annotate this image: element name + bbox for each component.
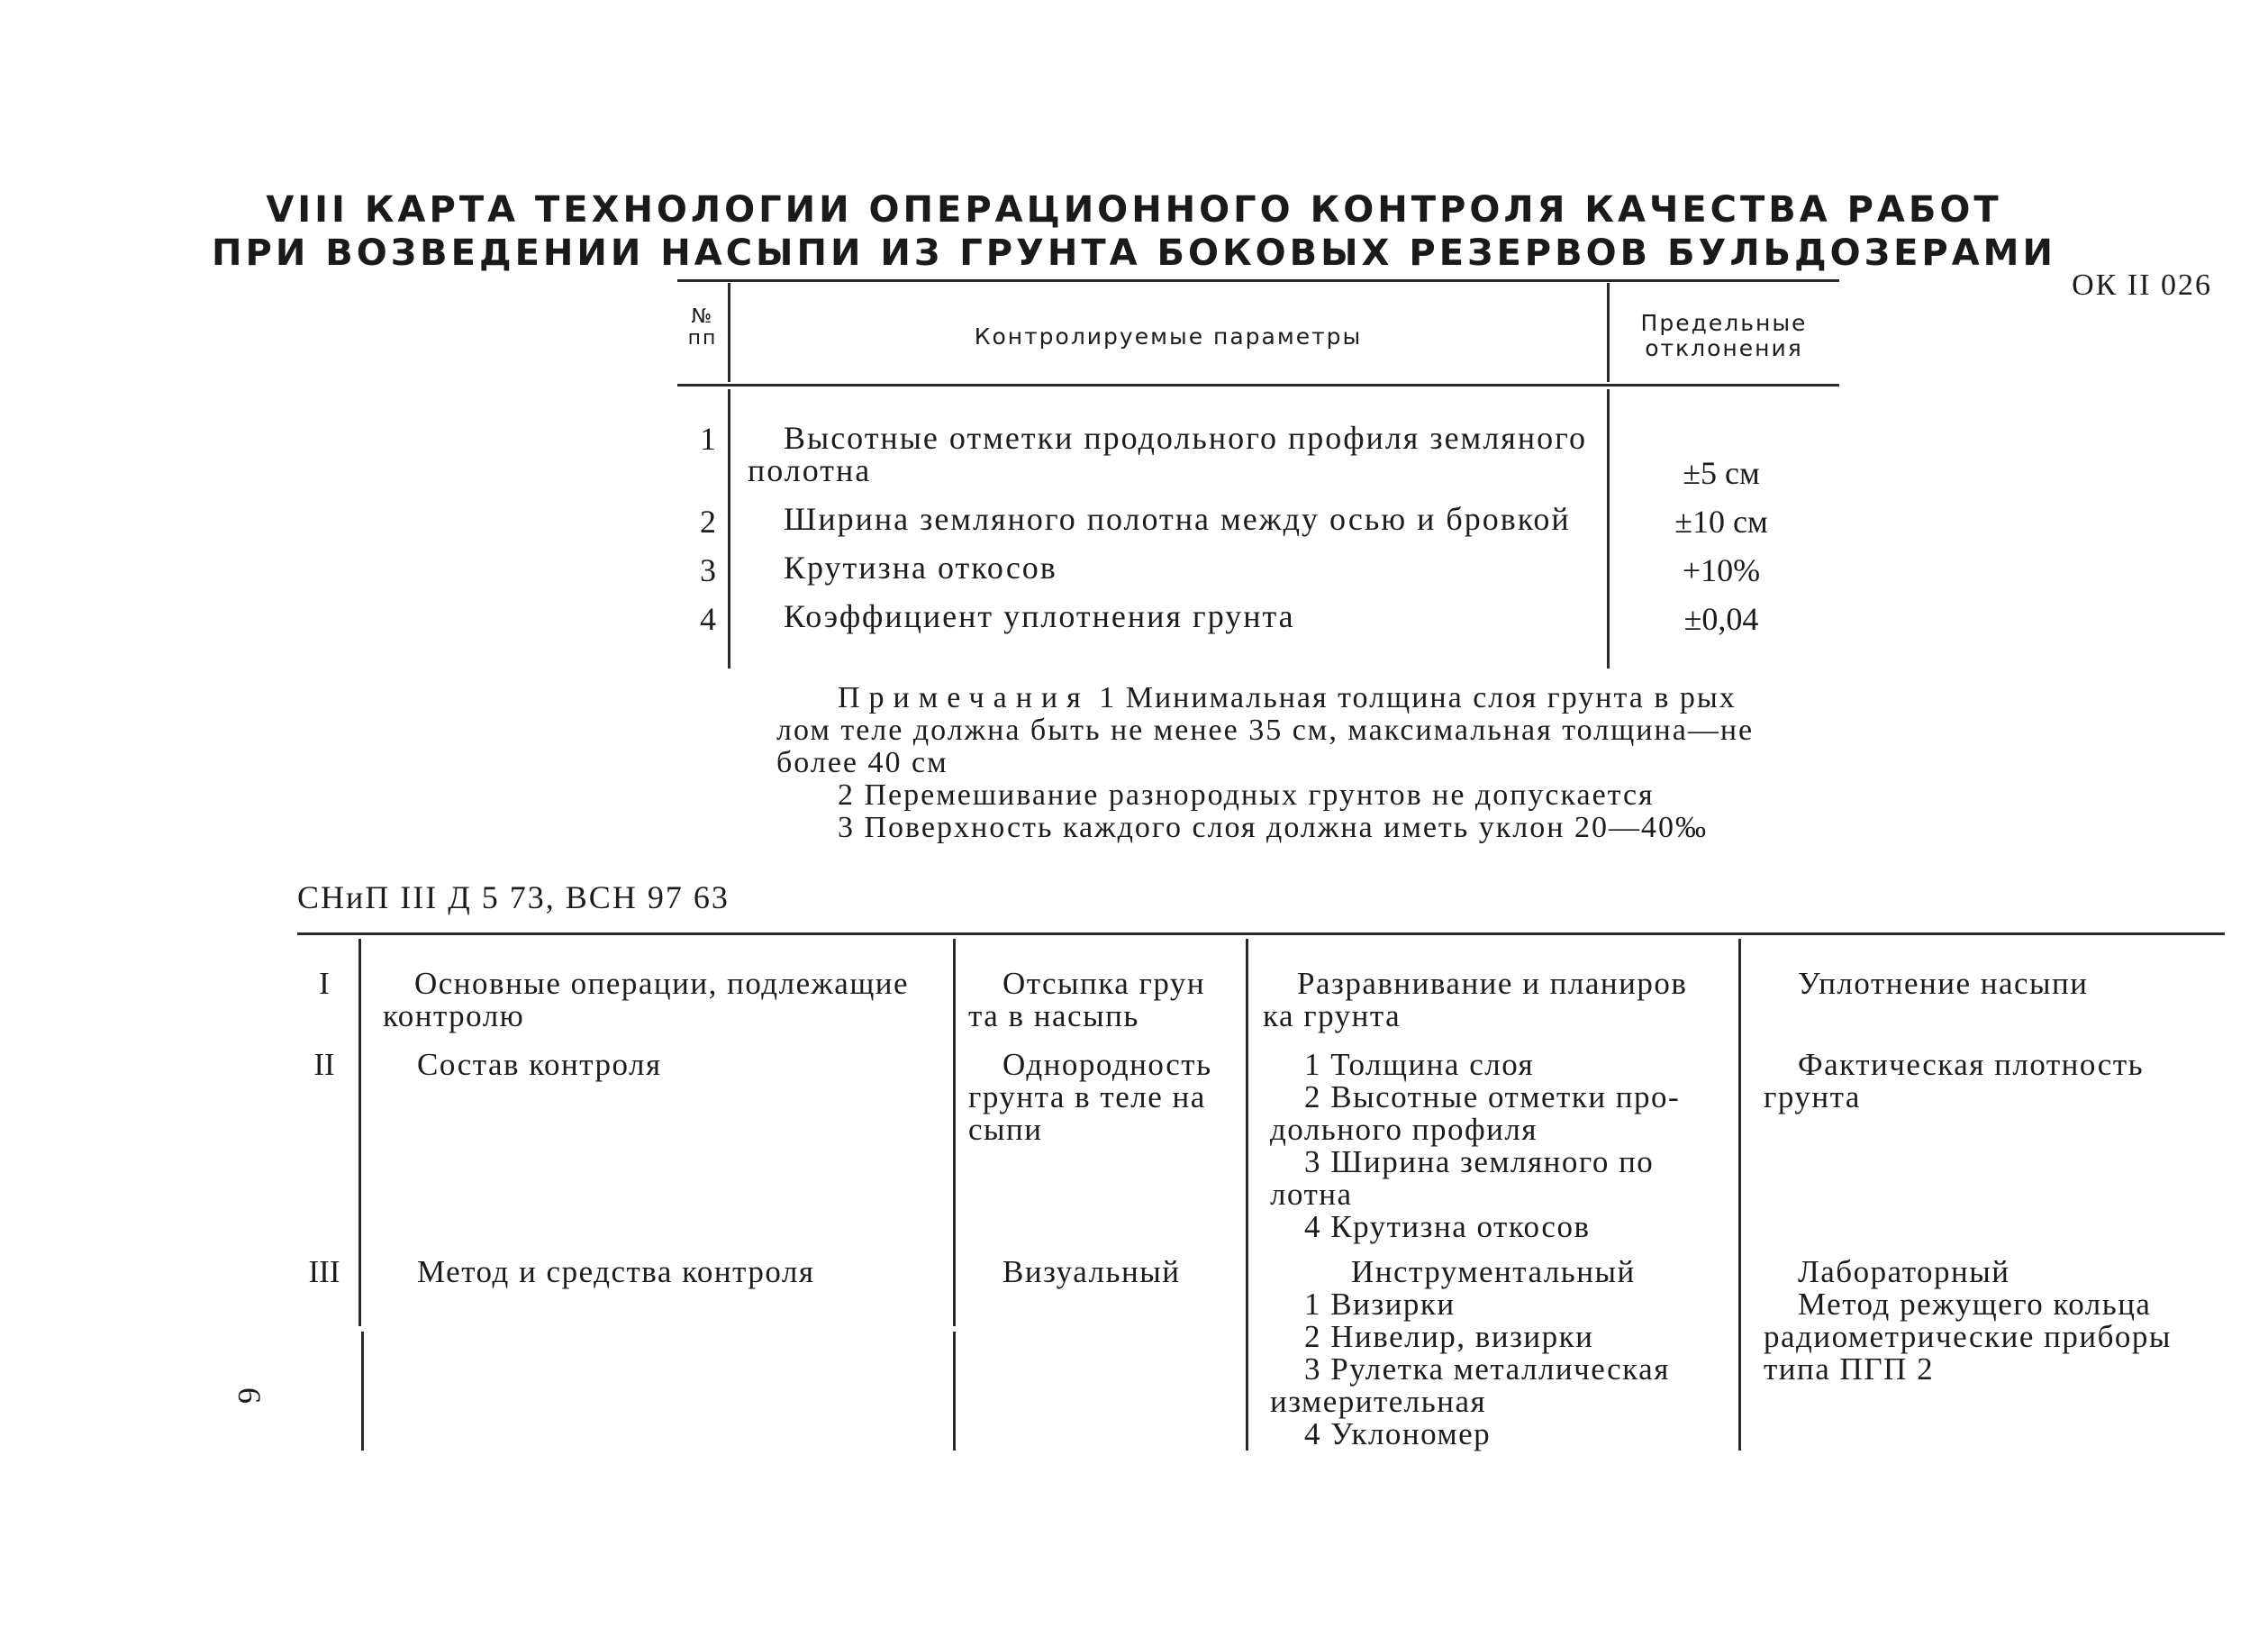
ops-row-3-label-line-1: Метод и средства контроля [417,1254,815,1289]
ops-row-3-col-1-line-1: Визуальный [1002,1254,1181,1289]
params-row-3-deviation: +10% [1682,552,1761,588]
ops-col-divider-2b [953,1332,956,1451]
params-row-4-text: Коэффициент уплотнения грунта [784,598,1295,634]
params-row-1-text-1: Высотные отметки продольного профиля земляного [784,420,1587,456]
ops-row-2-col-1-line-2: грунта в теле на [968,1079,1206,1114]
ops-row-2-col-2-line-1: 1 Толщина слоя [1304,1047,1535,1082]
params-table-top-rule [677,279,1839,282]
ops-row-1-col-3 [1764,968,2225,1000]
note-2: 2 Перемешивание разнородных грунтов не допускается [838,778,1655,812]
ops-row-3-col-1 [1002,1256,1238,1288]
ops-row-1-col-3-line-1: Уплотнение насыпи [1798,966,2089,1001]
ops-row-3-col-2-line-3: 2 Нивелир, визирки [1304,1319,1594,1354]
standards-reference: СНиП III Д 5 73, ВСН 97 63 [297,879,730,915]
ops-row-2-col-2-line-2: 2 Высотные отметки про- [1304,1079,1681,1114]
ops-row-2-col-1-line-3: сыпи [968,1112,1043,1147]
ops-row-1-label-line-1: Основные операции, подлежащие [414,966,910,1001]
ops-row-3-col-3-line-3: радиометрические приборы [1764,1319,2172,1354]
ops-row-1-col-1-line-2: та в насыпь [968,998,1139,1033]
ops-row-1-col-2 [1263,968,1727,1032]
ops-row-1-roman: I [319,966,330,1001]
ops-row-2-roman: II [313,1047,335,1082]
ops-table-top-rule [297,932,2225,935]
ops-row-2-col-3-line-1: Фактическая плотность [1798,1047,2145,1082]
note-3: 3 Поверхность каждого слоя должна иметь уклон 20—40‰ [838,811,1708,844]
note-1-line-2: лом теле должна быть не менее 35 см, максимальная толщина—не [776,714,1755,747]
params-row-1-deviation: ±5 см [1683,455,1760,491]
document-title-line-1: VIII КАРТА ТЕХНОЛОГИИ ОПЕРАЦИОННОГО КОНТРОЛЯ КАЧЕСТВА РАБОТ [266,189,2002,231]
ops-row-3-col-3-line-2: Метод режущего кольца [1798,1287,2152,1322]
ops-row-1-col-2-line-2: ка грунта [1263,998,1402,1033]
ops-row-1-col-1-line-1: Отсыпка грун [1002,966,1206,1001]
params-header-num: № пп [687,305,718,350]
ops-row-2-col-2-line-5: лотна [1270,1177,1353,1212]
ops-row-2-col-2 [1270,1049,1725,1243]
ops-row-3-col-3-line-4: типа ПГП 2 [1764,1351,1935,1387]
params-table-header-rule [677,384,1839,387]
ops-row-2-col-3-line-2: грунта [1764,1079,1861,1114]
ops-row-3-col-3 [1764,1256,2225,1386]
params-row-1-text-2: полотна [748,452,872,488]
ops-row-3-col-2-line-2: 1 Визирки [1304,1287,1456,1322]
ops-row-1-label-line-2: контролю [383,998,525,1033]
ops-row-2-label-line-1: Состав контроля [417,1047,662,1082]
params-row-3-num: 3 [700,552,716,588]
params-header-param: Контролируемые параметры [974,323,1363,350]
ops-row-2-col-3 [1764,1049,2225,1114]
ops-row-1-col-1 [968,968,1238,1032]
ops-col-divider-4 [1738,939,1741,1451]
ops-row-3-col-2-line-6: 4 Уклономер [1304,1416,1492,1451]
ops-col-divider-2 [953,939,956,1326]
params-col-divider-1b [728,389,730,668]
params-row-4-deviation: ±0,04 [1683,601,1759,637]
ops-row-3-col-2-line-4: 3 Рулетка металлическая [1304,1351,1670,1387]
ops-col-divider-1b [361,1332,364,1451]
ops-row-3-col-2-line-5: измерительная [1270,1384,1487,1419]
params-row-3-text: Крутизна откосов [784,550,1057,586]
ops-row-2-col-2-line-6: 4 Крутизна откосов [1304,1209,1591,1244]
ops-row-2-label [417,1049,939,1081]
params-row-2-deviation: ±10 см [1674,504,1768,540]
ops-row-2-col-2-line-4: 3 Ширина земляного по [1304,1144,1655,1179]
ops-row-3-col-2-line-1: Инструментальный [1351,1254,1636,1289]
ops-row-2-col-2-line-3: дольного профиля [1270,1112,1538,1147]
ops-row-3-roman: III [308,1254,340,1289]
document-code: ОК II 026 [2072,268,2212,302]
ops-row-3-col-3-line-1: Лабораторный [1798,1254,2010,1289]
page-number: 6 [231,1387,268,1404]
document-title-line-2: ПРИ ВОЗВЕДЕНИИ НАСЫПИ ИЗ ГРУНТА БОКОВЫХ РЕЗЕРВОВ БУЛЬДОЗЕРАМИ [212,232,2056,274]
params-row-2-text: Ширина земляного полотна между осью и бровкой [784,501,1571,537]
params-header-deviation-1: Предельные [1640,310,1808,336]
ops-col-divider-1 [358,939,361,1326]
ops-row-2-col-1-line-1: Однородность [1002,1047,1212,1082]
ops-row-3-col-2 [1270,1256,1725,1451]
params-row-1-num: 1 [700,421,716,457]
ops-row-1-col-2-line-1: Разравнивание и планиров [1297,966,1688,1001]
params-row-4-num: 4 [700,601,716,637]
notes-line-1 [838,682,1737,714]
notes-label: Примечания [838,681,1090,714]
note-1-line-3: более 40 см [776,746,948,779]
ops-row-2-col-1 [968,1049,1238,1146]
ops-row-3-label [417,1256,939,1288]
params-header-deviation-2: отклонения [1645,335,1803,361]
ops-col-divider-3 [1246,939,1248,1451]
ops-row-1-label [383,968,937,1032]
note-1-line-1: 1 Минимальная толщина слоя грунта в рых [1099,681,1737,714]
params-row-2-num: 2 [700,504,716,540]
